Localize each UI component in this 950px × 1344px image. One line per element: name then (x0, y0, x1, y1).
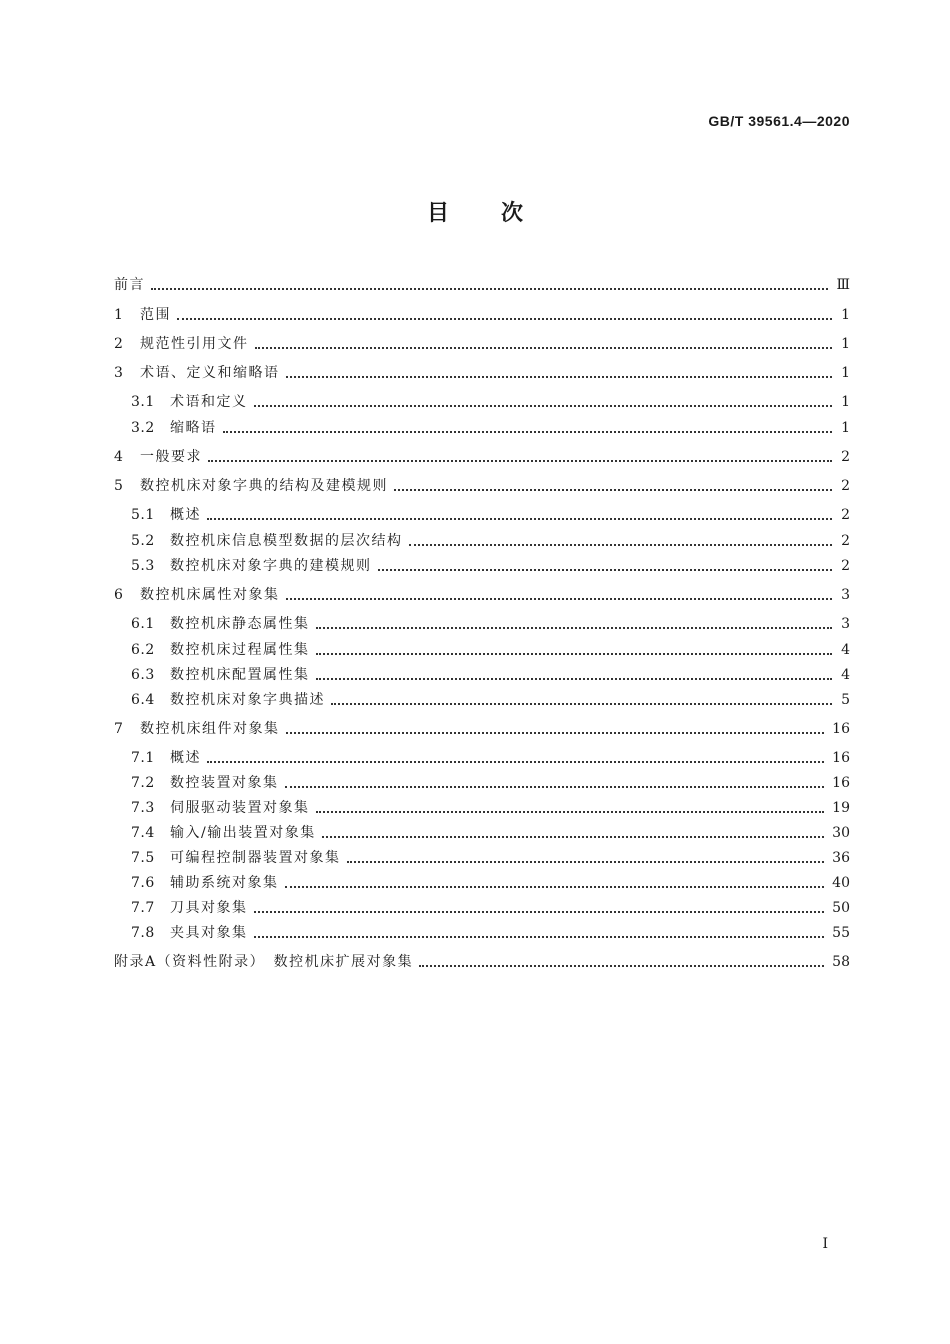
dot-leader (285, 885, 825, 888)
toc-entry[interactable] (131, 640, 850, 660)
toc-entry[interactable] (114, 363, 850, 383)
toc-entry-label: 刀具对象集 (170, 900, 248, 916)
dot-leader (331, 702, 832, 705)
toc-entry-page: 4 (841, 667, 850, 683)
standard-code: GB/T 39561.4—2020 (708, 113, 850, 129)
toc-entry-number: 5.3 (131, 558, 155, 574)
toc-entry-page: 2 (841, 507, 850, 523)
page-number: I (822, 1236, 828, 1252)
toc-entry-number: 6.2 (131, 642, 155, 658)
toc-entry-page: 55 (832, 925, 850, 941)
toc-entry-page: 4 (841, 642, 850, 658)
toc-entry-number: 6 (114, 587, 124, 603)
toc-entry-page: 5 (841, 692, 850, 708)
toc-entry-label: 数控机床过程属性集 (170, 642, 310, 658)
toc-entry-label: 夹具对象集 (170, 925, 248, 941)
toc-entry-number: 7.6 (131, 875, 155, 891)
toc-entry[interactable] (131, 773, 850, 793)
toc-entry-number: 3.1 (131, 394, 155, 410)
dot-leader (286, 597, 833, 600)
toc-entry-number: 6.1 (131, 616, 155, 632)
toc-entry-label: 术语、定义和缩略语 (140, 365, 280, 381)
toc-entry-label: 数控机床对象字典的建模规则 (170, 558, 372, 574)
toc-entry-number: 7.2 (131, 775, 155, 791)
toc-entry[interactable] (131, 392, 850, 412)
toc-entry[interactable] (114, 952, 850, 972)
toc-entry-number: 6.3 (131, 667, 155, 683)
dot-leader (223, 430, 833, 433)
dot-leader (207, 760, 824, 763)
dot-leader (286, 375, 833, 378)
dot-leader (254, 404, 833, 407)
toc-entry[interactable] (131, 665, 850, 685)
dot-leader (255, 346, 833, 349)
toc-entry-page: 2 (841, 478, 850, 494)
toc-entry-label: 辅助系统对象集 (170, 875, 279, 891)
toc-entry[interactable] (131, 418, 850, 438)
dot-leader (322, 835, 824, 838)
toc-entry-number: 1 (114, 307, 124, 323)
toc-entry-page: 16 (832, 775, 850, 791)
toc-entry-page: 2 (841, 533, 850, 549)
toc-entry-page: 30 (832, 825, 850, 841)
toc-entry-page: 16 (832, 721, 850, 737)
dot-leader (254, 910, 825, 913)
toc-entry-label: 术语和定义 (170, 394, 248, 410)
toc-entry-page: 16 (832, 750, 850, 766)
toc-entry-number: 7.5 (131, 850, 155, 866)
toc-entry-number: 7.8 (131, 925, 155, 941)
toc-entry-number: 5.2 (131, 533, 155, 549)
toc-entry[interactable] (131, 556, 850, 576)
toc-entry-number: 3 (114, 365, 124, 381)
toc-entry[interactable] (131, 798, 850, 818)
toc-entry-page: 3 (841, 616, 850, 632)
toc-entry-page: 58 (832, 954, 850, 970)
toc-entry-page: 50 (832, 900, 850, 916)
toc-entry[interactable] (131, 748, 850, 768)
toc-entry[interactable] (114, 447, 850, 467)
toc-entry-page: 1 (841, 420, 850, 436)
toc-entry-page: 40 (832, 875, 850, 891)
toc-entry-label: 数控装置对象集 (170, 775, 279, 791)
toc-entry-number: 7.4 (131, 825, 155, 841)
toc-entry-label: 可编程控制器装置对象集 (170, 850, 341, 866)
toc-entry-page: 3 (841, 587, 850, 603)
toc-entry[interactable] (131, 531, 850, 551)
toc-entry-label: 前言 (114, 277, 145, 293)
toc-entry-label: 数控机床配置属性集 (170, 667, 310, 683)
toc-entry[interactable] (131, 614, 850, 634)
toc-entry-number: 7.7 (131, 900, 155, 916)
dot-leader (316, 652, 833, 655)
toc-entry-number: 6.4 (131, 692, 155, 708)
toc-entry-number: 5 (114, 478, 124, 494)
toc-entry-page: 1 (841, 365, 850, 381)
toc-entry[interactable] (114, 334, 850, 354)
toc-entry-page: 1 (841, 336, 850, 352)
toc-entry-label: 概述 (170, 750, 201, 766)
toc-entry-number: 7.3 (131, 800, 155, 816)
toc-entry[interactable] (114, 585, 850, 605)
toc-entry[interactable] (131, 873, 850, 893)
toc-entry-number: 2 (114, 336, 124, 352)
toc-entry-page: Ⅲ (836, 277, 850, 293)
toc-entry-label: 数控机床属性对象集 (140, 587, 280, 603)
toc-entry[interactable] (114, 476, 850, 496)
dot-leader (151, 287, 828, 290)
dot-leader (409, 543, 833, 546)
dot-leader (207, 517, 832, 520)
toc-entry-label: 一般要求 (140, 449, 202, 465)
dot-leader (286, 731, 825, 734)
page-title: 目次 (426, 201, 575, 226)
dot-leader (347, 860, 825, 863)
toc-entry-number: 7.1 (131, 750, 155, 766)
dot-leader (316, 810, 825, 813)
dot-leader (419, 964, 824, 967)
toc-entry[interactable] (114, 305, 850, 325)
toc-entry-page: 19 (832, 800, 850, 816)
toc-entry-label: 数控机床静态属性集 (170, 616, 310, 632)
toc-entry-label: 输入/输出装置对象集 (170, 825, 316, 841)
toc-entry-label: 伺服驱动装置对象集 (170, 800, 310, 816)
dot-leader (316, 677, 833, 680)
toc-entry-number: 3.2 (131, 420, 155, 436)
toc-entry-label: 概述 (170, 507, 201, 523)
toc-entry-number: 5.1 (131, 507, 155, 523)
dot-leader (394, 488, 832, 491)
toc-entry[interactable] (131, 823, 850, 843)
toc-entry-page: 36 (832, 850, 850, 866)
toc-entry[interactable] (114, 275, 850, 295)
toc-entry-label: 规范性引用文件 (140, 336, 249, 352)
toc-entry-label: 范围 (140, 307, 171, 323)
toc-entry-label: 附录A（资料性附录） 数控机床扩展对象集 (114, 954, 414, 970)
dot-leader (316, 626, 833, 629)
toc-entry-label: 数控机床组件对象集 (140, 721, 280, 737)
toc-entry-number: 7 (114, 721, 124, 737)
toc-entry[interactable] (131, 923, 850, 943)
dot-leader (285, 785, 825, 788)
dot-leader (378, 568, 833, 571)
toc-entry[interactable] (114, 719, 850, 739)
toc-entry[interactable] (131, 848, 850, 868)
toc-entry-page: 1 (841, 307, 850, 323)
toc-entry-label: 数控机床对象字典描述 (170, 692, 325, 708)
toc-entry-label: 数控机床信息模型数据的层次结构 (170, 533, 403, 549)
toc-entry-page: 2 (841, 449, 850, 465)
dot-leader (254, 935, 825, 938)
dot-leader (177, 317, 832, 320)
dot-leader (208, 459, 832, 462)
toc-entry[interactable] (131, 898, 850, 918)
toc-entry-label: 缩略语 (170, 420, 217, 436)
toc-entry-number: 4 (114, 449, 124, 465)
toc-entry[interactable] (131, 690, 850, 710)
toc-entry[interactable] (131, 505, 850, 525)
toc-entry-page: 1 (841, 394, 850, 410)
toc-entry-page: 2 (841, 558, 850, 574)
toc-entry-label: 数控机床对象字典的结构及建模规则 (140, 478, 388, 494)
